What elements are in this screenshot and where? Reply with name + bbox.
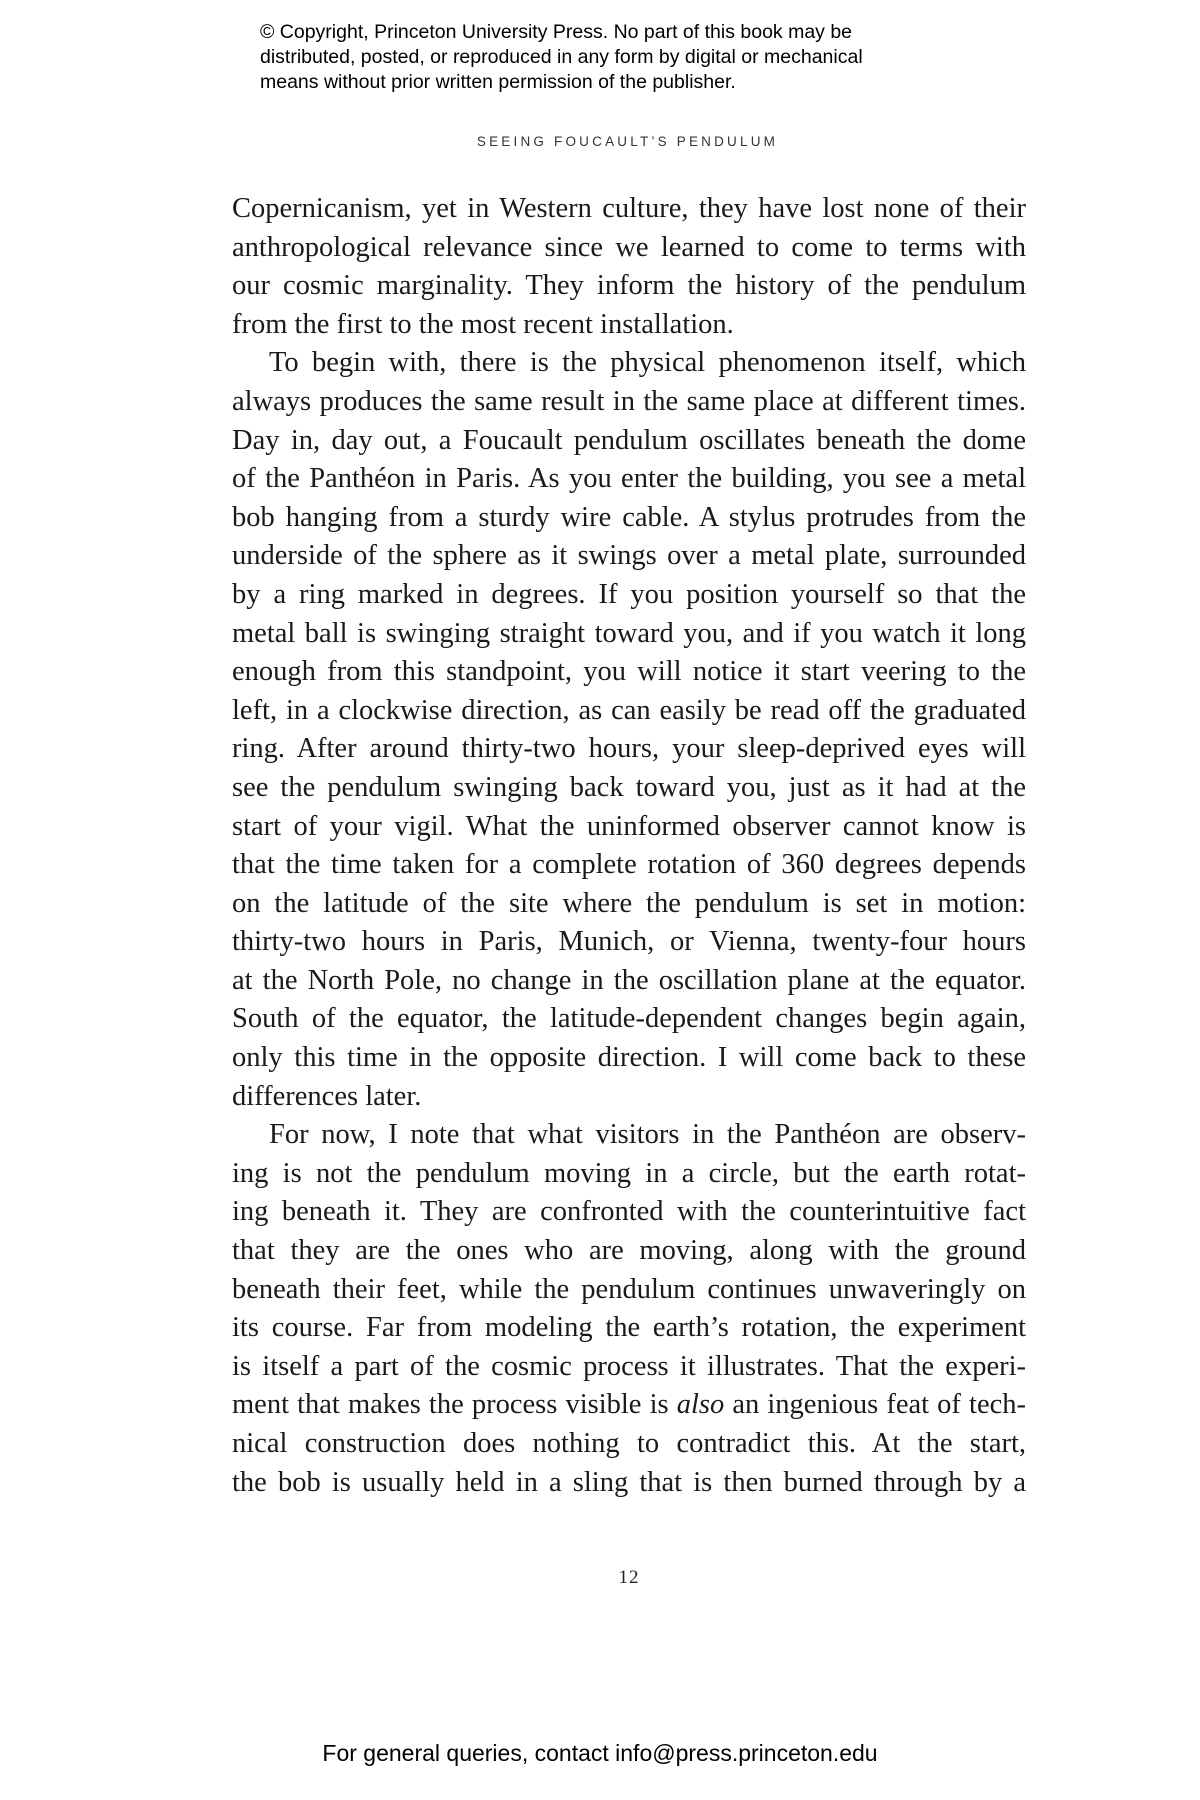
running-head: SEEING FOUCAULT’S PENDULUM — [476, 134, 779, 149]
body-line: always produces the same result in the same place at different times. — [232, 385, 1026, 417]
body-line-segment: an ingenious feat of tech- — [724, 1389, 1026, 1421]
body-line: metal ball is swinging straight toward you, and if you watch it long — [232, 617, 1026, 649]
body-line: start of your vigil. What the uninformed observer cannot know is — [232, 810, 1026, 842]
body-line: bob hanging from a sturdy wire cable. A stylus protrudes from the — [232, 501, 1026, 533]
body-line: from the first to the most recent installation. — [232, 308, 734, 340]
body-line: enough from this standpoint, you will notice it start veering to the — [232, 656, 1026, 688]
body-line: left, in a clockwise direction, as can easily be read off the graduated — [232, 694, 1026, 726]
body-line: is itself a part of the cosmic process it illustrates. That the experi- — [232, 1350, 1026, 1382]
body-text — [232, 190, 1026, 1502]
body-line: at the North Pole, no change in the oscillation plane at the equator. — [232, 964, 1026, 996]
copyright-line: distributed, posted, or reproduced in any form by digital or mechanical — [260, 46, 863, 68]
body-line: ing beneath it. They are confronted with the counterintuitive fact — [232, 1196, 1026, 1228]
body-line: Copernicanism, yet in Western culture, they have lost none of their — [232, 193, 1026, 224]
body-line: only this time in the opposite direction. I will come back to these — [232, 1042, 1026, 1074]
body-line: thirty-two hours in Paris, Munich, or Vienna, twenty-four hours — [232, 926, 1026, 958]
italic-word: also — [676, 1389, 725, 1421]
body-line: the bob is usually held in a sling that is then burned through by a — [232, 1466, 1026, 1498]
body-line: underside of the sphere as it swings over a metal plate, surrounded — [232, 540, 1026, 572]
paragraph-first-line: To begin with, there is the physical phenomenon itself, which — [269, 347, 1026, 379]
body-line: differences later. — [232, 1080, 422, 1112]
copyright-line: © Copyright, Princeton University Press. No part of this book may be — [260, 21, 853, 43]
body-line — [232, 1386, 1026, 1425]
body-line: beneath their feet, while the pendulum continues unwaveringly on — [232, 1273, 1026, 1305]
copyright-line: means without prior written permission of the publisher. — [260, 71, 736, 93]
body-line: anthropological relevance since we learned to come to terms with — [232, 231, 1026, 263]
body-line: South of the equator, the latitude-dependent changes begin again, — [232, 1003, 1026, 1035]
page-number: 12 — [618, 1567, 640, 1588]
body-line: that they are the ones who are moving, along with the ground — [232, 1235, 1026, 1267]
footer-contact-note: For general queries, contact info@press.princeton.edu — [322, 1740, 878, 1766]
body-line: that the time taken for a complete rotation of 360 degrees depends — [232, 849, 1026, 881]
body-line: its course. Far from modeling the earth’s rotation, the experiment — [232, 1312, 1026, 1344]
body-line: ing is not the pendulum moving in a circle, but the earth rotat- — [232, 1157, 1026, 1189]
body-line: of the Panthéon in Paris. As you enter the building, you see a metal — [232, 463, 1026, 495]
body-line: our cosmic marginality. They inform the history of the pendulum — [232, 270, 1026, 302]
body-line: on the latitude of the site where the pendulum is set in motion: — [232, 887, 1026, 919]
body-line: by a ring marked in degrees. If you position yourself so that the — [232, 578, 1026, 610]
body-line-segment: ment that makes the process visible is — [232, 1389, 677, 1421]
paragraph-first-line: For now, I note that what visitors in the Panthéon are observ- — [269, 1119, 1026, 1151]
copyright-notice — [260, 20, 980, 95]
body-line: nical construction does nothing to contradict this. At the start, — [232, 1428, 1026, 1459]
body-line: ring. After around thirty-two hours, your sleep-deprived eyes will — [232, 733, 1026, 765]
body-line: Day in, day out, a Foucault pendulum oscillates beneath the dome — [232, 424, 1026, 456]
body-line: see the pendulum swinging back toward you, just as it had at the — [232, 771, 1026, 803]
